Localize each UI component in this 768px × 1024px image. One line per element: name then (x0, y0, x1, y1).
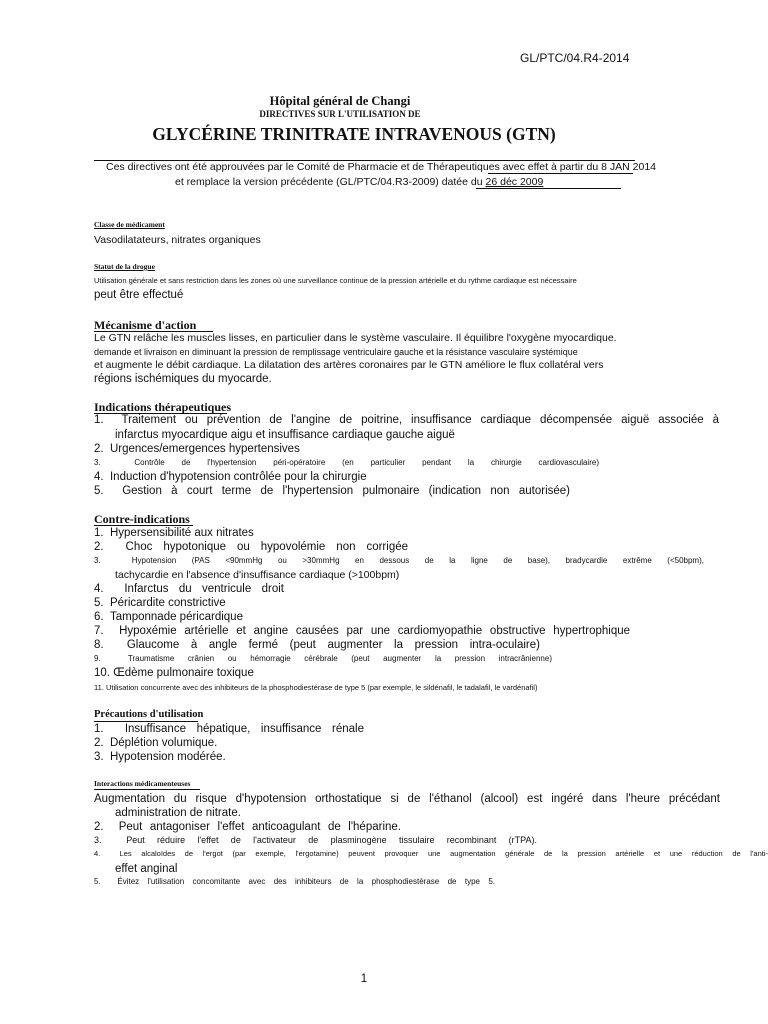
contre-item-3: 3. Hypotension (PAS <90mmHg ou >30mmHg en dessous de la ligne de base), bradycardie extrême (<50bpm), (94, 556, 704, 565)
indication-item-5: 5. Gestion à court terme de l'hypertension pulmonaire (indication non autorisée) (94, 485, 571, 497)
interaction-item-4: 4. Les alcaloïdes de l'ergot (par exemple, l'ergotamine) peuvent provoquer une augmentation générale de la pression artérielle et une réduction de l'anti- (94, 849, 768, 858)
section-heading-indications: Indications thérapeutiques (94, 400, 232, 414)
indication-item-4: 4. Induction d'hypotension contrôlée pour la chirurgie (94, 471, 367, 483)
heading-underline (94, 525, 193, 526)
classe-text: Vasodilatateurs, nitrates organiques (94, 234, 261, 246)
indication-item-2: 2. Urgences/emergences hypertensives (94, 443, 300, 455)
contre-item-6: 6. Tamponnade péricardique (94, 611, 243, 623)
contre-item-5: 5. Péricardite constrictive (94, 597, 226, 609)
previous-date-rule (476, 188, 621, 189)
section-heading-classe: Classe de médicament (94, 220, 165, 229)
mecanisme-line-4: régions ischémiques du myocarde. (94, 373, 272, 385)
statut-line-2: peut être effectué (94, 289, 184, 301)
interaction-item-3: 3. Peut réduire l'effet de l'activateur de plasminogène tissulaire recombinant (rTPA). (94, 835, 537, 845)
document-reference: GL/PTC/04.R4-2014 (520, 51, 630, 65)
indication-item-1: 1. Traitement ou prévention de l'angine de poitrine, insuffisance cardiaque décompensée aiguë associée à (94, 414, 719, 426)
contre-item-11: 11. Utilisation concurrente avec des inhibiteurs de la phosphodiestérase de type 5 (par exemple, le sildénafil, le tadalafil, le vardénafil) (94, 683, 538, 692)
page-number: 1 (360, 973, 368, 985)
contre-item-2: 2. Choc hypotonique ou hypovolémie non corrigée (94, 541, 409, 553)
interaction-item-1: Augmentation du risque d'hypotension orthostatique si de l'éthanol (alcool) est ingéré dans l'heure précédant (94, 793, 720, 805)
interaction-item-1-continuation: administration de nitrate. (115, 807, 241, 819)
mecanisme-line-3: et augmente le débit cardiaque. La dilatation des artères coronaires par le GTN améliore le flux collatéral vers (94, 359, 604, 371)
precaution-item-1: 1. Insuffisance hépatique, insuffisance rénale (94, 723, 365, 735)
contre-item-8: 8. Glaucome à angle fermé (peut augmenter la pression intra-oculaire) (94, 639, 540, 651)
precaution-item-3: 3. Hypotension modérée. (94, 751, 226, 763)
statut-line-1: Utilisation générale et sans restriction dans les zones où une surveillance continue de la pression artérielle et du rythme cardiaque est nécessaire (94, 276, 577, 285)
previous-version-date: 26 déc 2009 (485, 176, 544, 188)
contre-item-4: 4. Infarctus du ventricule droit (94, 583, 284, 595)
heading-underline (94, 721, 198, 722)
contre-item-3-continuation: tachycardie en l'absence d'insuffisance cardiaque (>100bpm) (115, 569, 400, 581)
approval-date: 8 JAN 2014 (601, 161, 657, 173)
approval-line-2: et remplace la version précédente (GL/PTC/04.R3-2009) datée du 26 déc 2009 (175, 176, 544, 188)
approval-date-rule (488, 173, 633, 174)
precaution-item-2: 2. Déplétion volumique. (94, 737, 218, 749)
interaction-item-5: 5. Évitez l'utilisation concomitante avec des inhibiteurs de la phosphodiestérase de type 5. (94, 877, 496, 886)
indication-item-1-continuation: infarctus myocardique aigu et insuffisance cardiaque gauche aiguë (115, 429, 455, 441)
section-heading-mecanisme: Mécanisme d'action (94, 318, 197, 332)
section-heading-interactions: Interactions médicamenteuses (94, 779, 191, 788)
directives-subtitle: DIRECTIVES SUR L'UTILISATION DE (259, 109, 421, 119)
contre-item-1: 1. Hypersensibilité aux nitrates (94, 527, 254, 539)
interaction-item-4-continuation: effet anginal (115, 863, 178, 875)
contre-item-9: 9. Traumatisme crânien ou hémorragie cérébrale (peut augmenter la pression intracrânienne) (94, 654, 552, 663)
contre-item-10: 10. Œdème pulmonaire toxique (94, 667, 254, 679)
heading-underline (94, 789, 200, 790)
document-title: GLYCÉRINE TRINITRATE INTRAVENOUS (GTN) (152, 124, 556, 144)
interaction-item-2: 2. Peut antagoniser l'effet anticoagulant de l'héparine. (94, 821, 401, 833)
approval-line-1: Ces directives ont été approuvées par le Comité de Pharmacie et de Thérapeutiques avec effet à partir du 8 JAN 2014 (106, 161, 657, 173)
mecanisme-line-1: Le GTN relâche les muscles lisses, en particulier dans le système vasculaire. Il équilibre l'oxygène myocardique. (94, 332, 617, 344)
indication-item-3: 3. Contrôle de l'hypertension péri-opératoire (en particulier pendant la chirurgie cardiovasculaire) (94, 458, 599, 467)
mecanisme-line-2: demande et livraison en diminuant la pression de remplissage ventriculaire gauche et la résistance vasculaire systémique (94, 347, 578, 357)
hospital-name: Hôpital général de Changi (269, 94, 411, 108)
section-heading-precautions: Précautions d'utilisation (94, 709, 204, 720)
contre-item-7: 7. Hypoxémie artérielle et angine causées par une cardiomyopathie obstructive hypertrophique (94, 625, 631, 637)
section-heading-statut: Statut de la drogue (94, 262, 155, 271)
section-heading-contre-indications: Contre-indications (94, 512, 190, 526)
